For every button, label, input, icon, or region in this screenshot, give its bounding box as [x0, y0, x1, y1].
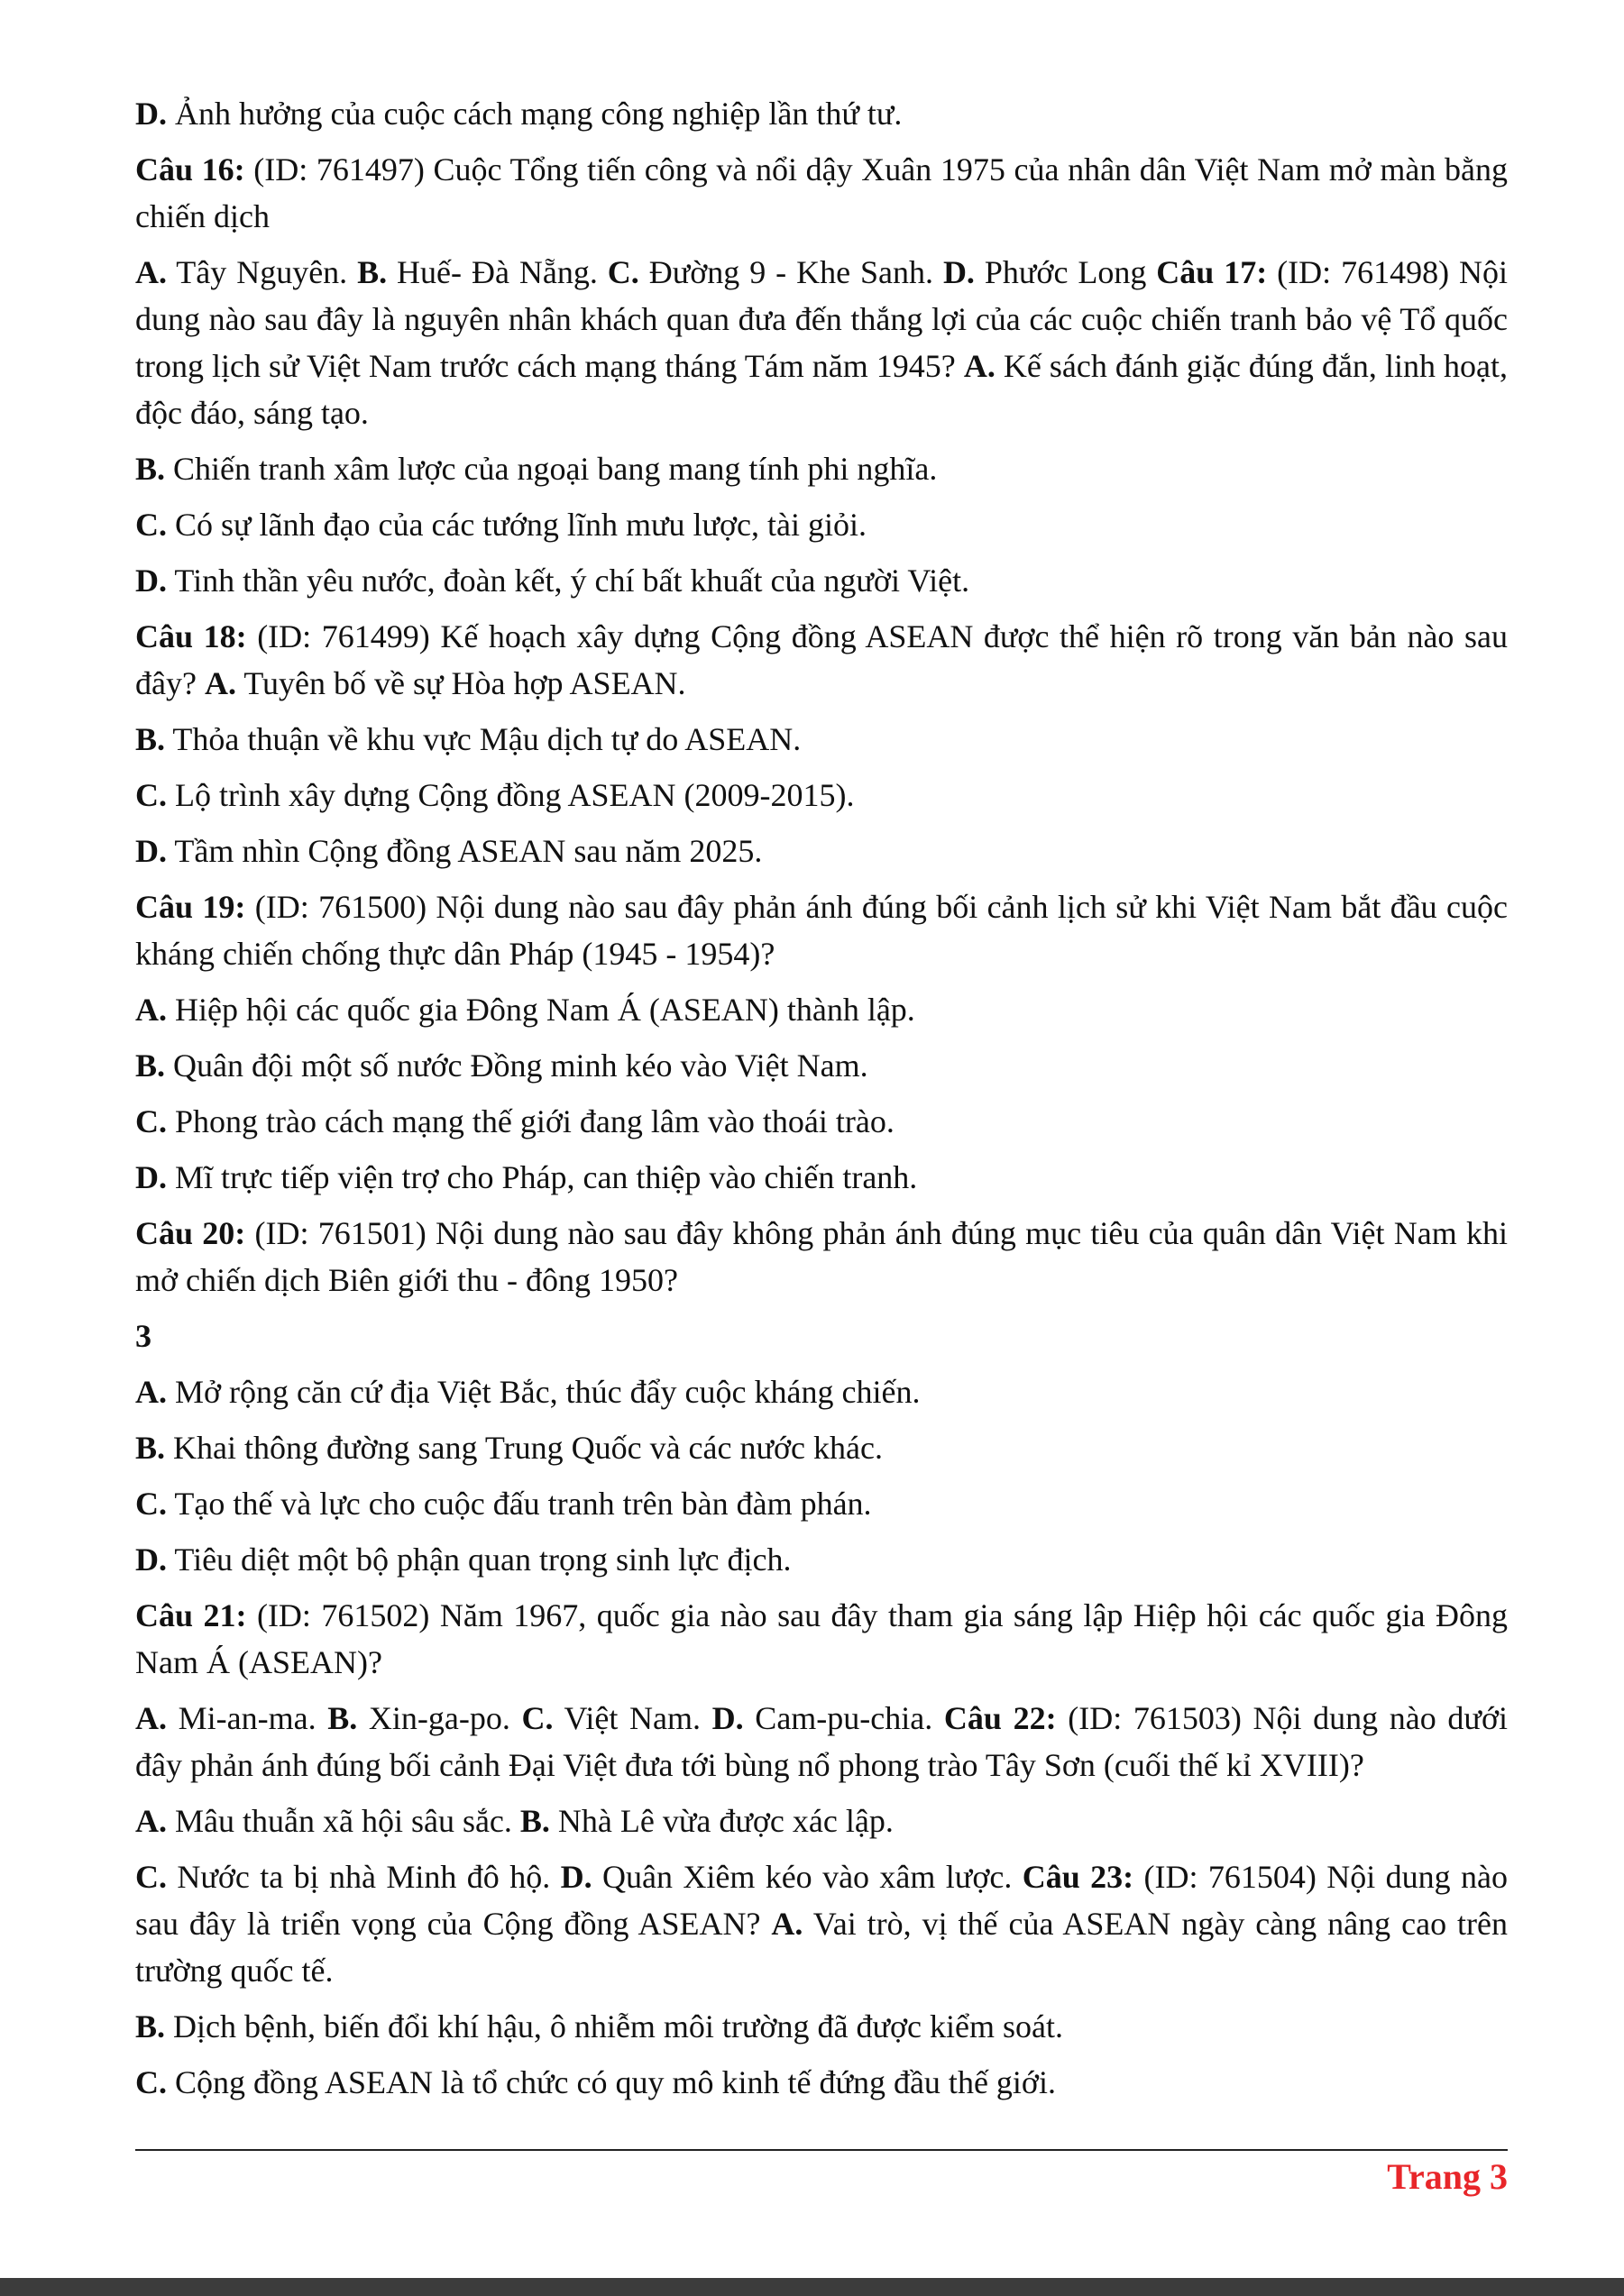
- text-run: Tiêu diệt một bộ phận quan trọng sinh lực địch.: [167, 1541, 792, 1578]
- text-paragraph: [135, 1098, 1508, 1145]
- text-run: Mi-an-ma.: [167, 1700, 328, 1736]
- bold-run: Câu 23:: [1022, 1859, 1134, 1895]
- text-run: Lộ trình xây dựng Cộng đồng ASEAN (2009-2015).: [167, 777, 855, 813]
- text-paragraph: [135, 883, 1508, 977]
- text-run: Xin-ga-po.: [357, 1700, 522, 1736]
- text-paragraph: [135, 613, 1508, 707]
- text-paragraph: [135, 1424, 1508, 1471]
- text-paragraph: [135, 90, 1508, 137]
- document-page: [135, 90, 1508, 2115]
- text-paragraph: [135, 1042, 1508, 1089]
- text-run: (ID: 761497) Cuộc Tổng tiến công và nổi dậy Xuân 1975 của nhân dân Việt Nam mở màn bằng chiến dịch: [135, 151, 1509, 234]
- text-paragraph: [135, 2003, 1508, 2050]
- text-paragraph: [135, 557, 1508, 604]
- bold-run: Câu 16:: [135, 151, 245, 188]
- text-run: Phước Long: [974, 254, 1157, 290]
- bold-run: D.: [135, 1159, 167, 1195]
- bold-run: C.: [607, 254, 639, 290]
- bold-run: Câu 18:: [135, 618, 247, 654]
- text-paragraph: [135, 716, 1508, 763]
- text-paragraph: [135, 772, 1508, 819]
- text-paragraph: [135, 1210, 1508, 1304]
- bold-run: B.: [135, 1047, 166, 1084]
- text-run: Mĩ trực tiếp viện trợ cho Pháp, can thiệp vào chiến tranh.: [167, 1159, 918, 1195]
- bold-run: A.: [135, 1803, 167, 1839]
- text-run: (ID: 761498) Nội dung nào sau đây là nguyên nhân khách quan đưa đến thắng lợi của các cuộc chiến tranh bảo vệ Tổ quốc trong lịch sử Việt Nam trước cách mạng tháng Tám năm 1945?: [135, 254, 1509, 384]
- bold-run: D.: [135, 563, 167, 599]
- text-run: Nhà Lê vừa được xác lập.: [549, 1803, 894, 1839]
- text-run: Tinh thần yêu nước, đoàn kết, ý chí bất khuất của người Việt.: [167, 563, 970, 599]
- text-run: (ID: 761501) Nội dung nào sau đây không phản ánh đúng mục tiêu của quân dân Việt Nam khi mở chiến dịch Biên giới thu - đông 1950?: [135, 1215, 1508, 1298]
- bold-run: C.: [135, 1486, 167, 1522]
- bold-run: C.: [135, 507, 167, 543]
- bold-run: D.: [135, 833, 167, 869]
- text-run: Thỏa thuận về khu vực Mậu dịch tự do ASEAN.: [165, 721, 802, 757]
- text-run: Khai thông đường sang Trung Quốc và các nước khác.: [165, 1430, 883, 1466]
- bold-run: C.: [135, 1859, 167, 1895]
- bold-run: D.: [560, 1859, 592, 1895]
- bold-run: B.: [357, 254, 388, 290]
- bold-run: A.: [135, 1700, 167, 1736]
- text-run: Ảnh hưởng của cuộc cách mạng công nghiệp lần thứ tư.: [167, 96, 903, 132]
- text-paragraph: [135, 1313, 1508, 1359]
- text-run: Chiến tranh xâm lược của ngoại bang mang tính phi nghĩa.: [165, 451, 938, 487]
- bold-run: A.: [135, 992, 167, 1028]
- text-run: Huế- Đà Nẵng.: [387, 254, 608, 290]
- bold-run: B.: [135, 721, 166, 757]
- text-run: Mâu thuẫn xã hội sâu sắc.: [167, 1803, 520, 1839]
- text-run: Mở rộng căn cứ địa Việt Bắc, thúc đẩy cuộc kháng chiến.: [167, 1374, 921, 1410]
- text-run: Tạo thế và lực cho cuộc đấu tranh trên bàn đàm phán.: [167, 1486, 872, 1522]
- bold-run: 3: [135, 1318, 151, 1354]
- text-run: Cam-pu-chia.: [743, 1700, 944, 1736]
- bold-run: D.: [942, 254, 975, 290]
- text-paragraph: [135, 2059, 1508, 2106]
- text-run: Vai trò, vị thế của ASEAN ngày càng nâng cao trên trường quốc tế.: [135, 1906, 1508, 1989]
- bold-run: C.: [135, 2064, 167, 2100]
- text-paragraph: [135, 828, 1508, 874]
- text-paragraph: [135, 1154, 1508, 1201]
- text-run: Nước ta bị nhà Minh đô hộ.: [167, 1859, 561, 1895]
- text-run: Tây Nguyên.: [167, 254, 358, 290]
- page-number: Trang 3: [1387, 2156, 1508, 2197]
- bold-run: Câu 21:: [135, 1597, 247, 1633]
- bold-run: A.: [135, 254, 167, 290]
- bold-run: C.: [521, 1700, 554, 1736]
- bold-run: C.: [135, 777, 167, 813]
- text-paragraph: [135, 501, 1508, 548]
- bold-run: B.: [327, 1700, 358, 1736]
- bold-run: D.: [711, 1700, 744, 1736]
- text-run: Quân Xiêm kéo vào xâm lược.: [592, 1859, 1023, 1895]
- text-run: (ID: 761503) Nội dung nào dưới đây phản ánh đúng bối cảnh Đại Việt đưa tới bùng nổ phong trào Tây Sơn (cuối thế kỉ XVIII)?: [135, 1700, 1508, 1783]
- text-paragraph: [135, 1536, 1508, 1583]
- text-run: Kế sách đánh giặc đúng đắn, linh hoạt, độc đáo, sáng tạo.: [135, 348, 1508, 431]
- text-run: Đường 9 - Khe Sanh.: [638, 254, 943, 290]
- bold-run: B.: [135, 451, 166, 487]
- text-run: Có sự lãnh đạo của các tướng lĩnh mưu lược, tài giỏi.: [167, 507, 867, 543]
- text-run: Quân đội một số nước Đồng minh kéo vào Việt Nam.: [165, 1047, 868, 1084]
- bold-run: B.: [135, 2008, 166, 2044]
- bottom-edge-band: [0, 2278, 1624, 2296]
- text-paragraph: [135, 146, 1508, 240]
- text-run: Cộng đồng ASEAN là tổ chức có quy mô kinh tế đứng đầu thế giới.: [167, 2064, 1056, 2100]
- text-run: (ID: 761504) Nội dung nào sau đây là triển vọng của Cộng đồng ASEAN?: [135, 1859, 1508, 1942]
- text-run: Tuyên bố về sự Hòa hợp ASEAN.: [235, 665, 686, 701]
- text-paragraph: [135, 1592, 1508, 1686]
- text-paragraph: [135, 1797, 1508, 1844]
- bold-run: A.: [963, 348, 996, 384]
- bold-run: A.: [135, 1374, 167, 1410]
- text-paragraph: [135, 1368, 1508, 1415]
- footer-divider: [135, 2149, 1508, 2151]
- bold-run: A.: [204, 665, 236, 701]
- text-run: Tầm nhìn Cộng đồng ASEAN sau năm 2025.: [167, 833, 763, 869]
- text-run: (ID: 761500) Nội dung nào sau đây phản ánh đúng bối cảnh lịch sử khi Việt Nam bắt đầu cuộc kháng chiến chống thực dân Pháp (1945 - 1954)?: [135, 889, 1508, 972]
- bold-run: C.: [135, 1103, 167, 1139]
- text-run: (ID: 761499) Kế hoạch xây dựng Cộng đồng ASEAN được thể hiện rõ trong văn bản nào sau đây?: [135, 618, 1509, 701]
- bold-run: Câu 22:: [943, 1700, 1057, 1736]
- text-run: Dịch bệnh, biến đổi khí hậu, ô nhiễm môi trường đã được kiểm soát.: [165, 2008, 1063, 2044]
- bold-run: B.: [135, 1430, 166, 1466]
- text-paragraph: [135, 445, 1508, 492]
- text-run: Hiệp hội các quốc gia Đông Nam Á (ASEAN) thành lập.: [167, 992, 915, 1028]
- bold-run: Câu 20:: [135, 1215, 246, 1251]
- bold-run: D.: [135, 1541, 167, 1578]
- text-run: Phong trào cách mạng thế giới đang lâm vào thoái trào.: [167, 1103, 895, 1139]
- text-run: Việt Nam.: [553, 1700, 712, 1736]
- text-paragraph: [135, 986, 1508, 1033]
- text-paragraph: [135, 1695, 1508, 1788]
- text-paragraph: [135, 1853, 1508, 1994]
- bold-run: A.: [771, 1906, 803, 1942]
- text-run: (ID: 761502) Năm 1967, quốc gia nào sau đây tham gia sáng lập Hiệp hội các quốc gia Đông Nam Á (ASEAN)?: [135, 1597, 1508, 1680]
- text-paragraph: [135, 1480, 1508, 1527]
- bold-run: B.: [519, 1803, 550, 1839]
- bold-run: Câu 17:: [1156, 254, 1268, 290]
- text-paragraph: [135, 249, 1508, 436]
- bold-run: Câu 19:: [135, 889, 246, 925]
- bold-run: D.: [135, 96, 167, 132]
